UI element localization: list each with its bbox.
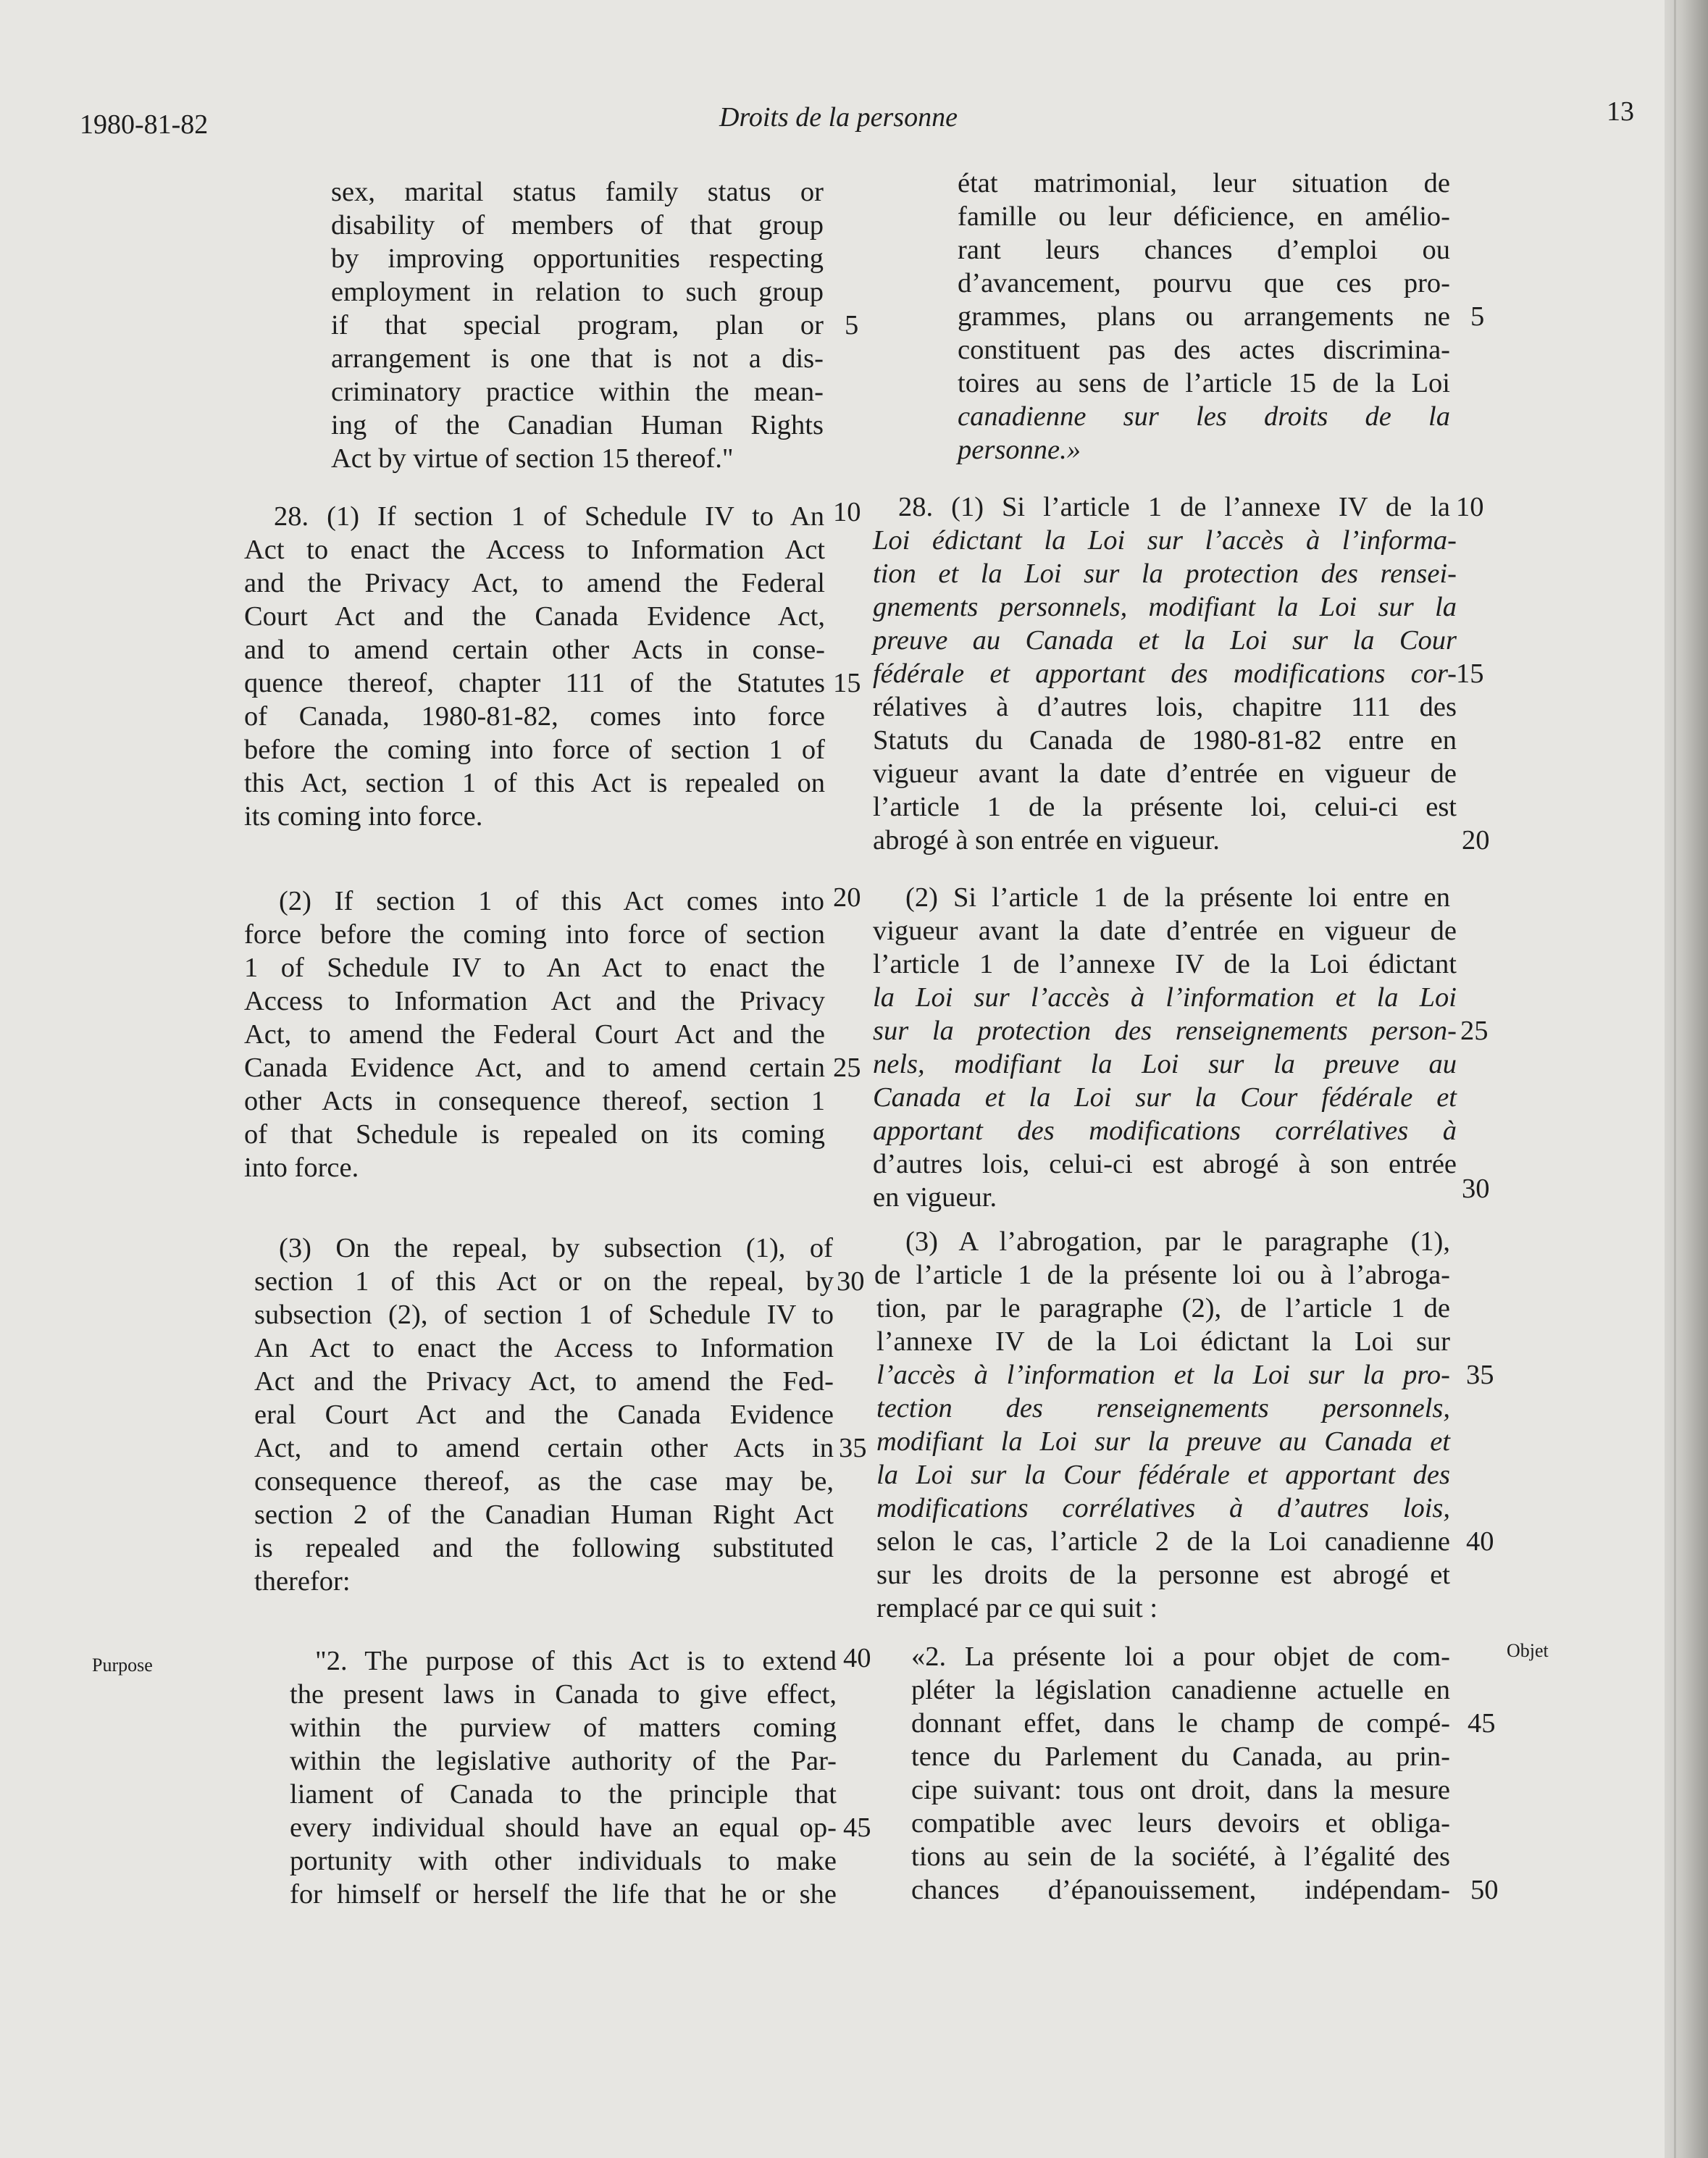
left-line: sex, marital status family status or (331, 177, 824, 207)
left-line: every individual should have an equal op- (290, 1812, 837, 1843)
left-line: employment in relation to such group (331, 277, 824, 307)
page-edge (1665, 0, 1708, 2158)
right-line: fédérale et apportant des modifications cor- (873, 658, 1457, 689)
right-line: vigueur avant la date d’entrée en vigueur de (873, 916, 1457, 946)
left-line: other Acts in consequence thereof, section 1 (244, 1086, 825, 1116)
right-line: compatible avec leurs devoirs et obliga- (911, 1808, 1450, 1839)
right-line: cipe suivant: tous ont droit, dans la mesure (911, 1775, 1450, 1805)
left-line: into force. (244, 1153, 359, 1183)
line-number: 20 (833, 882, 861, 913)
left-line: Act and the Privacy Act, to amend the Fed- (254, 1366, 834, 1397)
left-line: subsection (2), of section 1 of Schedule IV to (254, 1300, 834, 1330)
right-line: modifiant la Loi sur la preuve au Canada et (876, 1426, 1450, 1457)
bleed-through (72, 420, 78, 442)
right-line: apportant des modifications corrélatives à (873, 1116, 1457, 1146)
right-line: selon le cas, l’article 2 de la Loi canadienne (876, 1526, 1450, 1557)
margin-note-objet: Objet (1507, 1640, 1549, 1661)
right-line: Loi édictant la Loi sur l’accès à l’informa- (873, 525, 1457, 556)
right-line: de l’article 1 de la présente loi ou à l’abroga- (874, 1260, 1450, 1290)
right-line: sur les droits de la personne est abrogé et (876, 1560, 1450, 1590)
right-line: l’accès à l’information et la Loi sur la pro- (876, 1360, 1450, 1390)
right-line: grammes, plans ou arrangements ne (958, 301, 1450, 332)
left-line: ing of the Canadian Human Rights (331, 410, 824, 440)
left-line: and the Privacy Act, to amend the Federal (244, 568, 825, 598)
right-line: tection des renseignements personnels, (876, 1393, 1450, 1423)
left-line: Act, to amend the Federal Court Act and the (244, 1019, 825, 1050)
right-line: chances d’épanouissement, indépendam- (911, 1875, 1450, 1905)
right-line: vigueur avant la date d’entrée en vigueur de (873, 758, 1457, 789)
right-line: modifications corrélatives à d’autres lois, (876, 1493, 1450, 1523)
line-number: 35 (839, 1433, 867, 1463)
right-line: preuve au Canada et la Loi sur la Cour (873, 625, 1457, 656)
line-number: 5 (845, 310, 859, 340)
right-line: l’article 1 de la présente loi, celui-ci est (873, 792, 1457, 822)
line-number: 15 (833, 668, 861, 698)
line-number: 25 (1460, 1016, 1489, 1046)
line-number: 15 (1456, 658, 1484, 689)
right-line: tions au sein de la société, à l’égalité des (911, 1841, 1450, 1872)
line-number: 45 (843, 1812, 871, 1843)
left-line: Access to Information Act and the Privacy (244, 986, 825, 1016)
left-line: disability of members of that group (331, 210, 824, 241)
left-line: within the purview of matters coming (290, 1712, 837, 1743)
right-line: d’avancement, pourvu que ces pro- (958, 268, 1450, 298)
line-number: 35 (1466, 1360, 1494, 1390)
left-line: portunity with other individuals to make (290, 1846, 837, 1876)
left-line: quence thereof, chapter 111 of the Statutes (244, 668, 825, 698)
right-line: la Loi sur la Cour fédérale et apportant des (876, 1460, 1450, 1490)
left-line: Act, and to amend certain other Acts in (254, 1433, 834, 1463)
line-number: 45 (1468, 1708, 1496, 1739)
header-title: Droits de la personne (719, 102, 958, 133)
left-line: its coming into force. (244, 801, 483, 832)
line-number: 5 (1470, 301, 1485, 332)
left-line: liament of Canada to the principle that (290, 1779, 837, 1810)
left-line: therefor: (254, 1566, 351, 1597)
right-line: rélatives à d’autres lois, chapitre 111 des (873, 692, 1457, 722)
right-line: Canada et la Loi sur la Cour fédérale et (873, 1082, 1457, 1113)
right-line: tion, par le paragraphe (2), de l’article 1 de (876, 1293, 1450, 1323)
left-line: the present laws in Canada to give effect, (290, 1679, 837, 1710)
left-line: consequence thereof, as the case may be, (254, 1466, 834, 1497)
right-line: canadienne sur les droits de la (958, 401, 1450, 432)
left-line: "2. The purpose of this Act is to extend (315, 1646, 837, 1676)
left-line: section 2 of the Canadian Human Right Act (254, 1500, 834, 1530)
left-line: section 1 of this Act or on the repeal, by (254, 1266, 834, 1297)
right-line: pléter la législation canadienne actuelle en (911, 1675, 1450, 1705)
right-line: d’autres lois, celui-ci est abrogé à son entrée (873, 1149, 1457, 1179)
page-number: 13 (1607, 96, 1634, 127)
header-year: 1980-81-82 (80, 109, 209, 140)
left-line: of that Schedule is repealed on its coming (244, 1119, 825, 1150)
right-line: toires au sens de l’article 15 de la Loi (958, 368, 1450, 398)
left-line: arrangement is one that is not a dis- (331, 343, 824, 374)
line-number: 10 (1456, 492, 1484, 522)
left-line: 1 of Schedule IV to An Act to enact the (244, 953, 825, 983)
right-line: tion et la Loi sur la protection des rensei- (873, 559, 1457, 589)
margin-note-purpose: Purpose (92, 1655, 153, 1676)
line-number: 40 (843, 1643, 871, 1673)
right-line: donnant effet, dans le champ de compé- (911, 1708, 1450, 1739)
left-line: Act to enact the Access to Information Act (244, 535, 825, 565)
left-line: Canada Evidence Act, and to amend certain (244, 1053, 825, 1083)
line-number: 10 (833, 497, 861, 527)
right-line: Statuts du Canada de 1980-81-82 entre en (873, 725, 1457, 756)
left-line: by improving opportunities respecting (331, 243, 824, 274)
left-line: force before the coming into force of section (244, 919, 825, 950)
right-line: abrogé à son entrée en vigueur. (873, 825, 1220, 856)
right-line: sur la protection des renseignements person- (873, 1016, 1457, 1046)
left-line: eral Court Act and the Canada Evidence (254, 1400, 834, 1430)
right-line: constituent pas des actes discrimina- (958, 335, 1450, 365)
left-line: and to amend certain other Acts in conse- (244, 635, 825, 665)
right-line: la Loi sur l’accès à l’information et la Loi (873, 982, 1457, 1013)
right-line: gnements personnels, modifiant la Loi sur la (873, 592, 1457, 622)
left-line: criminatory practice within the mean- (331, 377, 824, 407)
line-number: 30 (1462, 1174, 1490, 1204)
right-line: «2. La présente loi a pour objet de com- (911, 1641, 1450, 1672)
right-line: (2) Si l’article 1 de la présente loi entre en (905, 882, 1450, 913)
left-line: for himself or herself the life that he or she (290, 1879, 837, 1910)
line-number: 40 (1466, 1526, 1494, 1557)
right-line: (3) A l’abrogation, par le paragraphe (1), (905, 1226, 1450, 1257)
left-line: of Canada, 1980-81-82, comes into force (244, 701, 825, 732)
right-line: état matrimonial, leur situation de (958, 168, 1450, 198)
left-line: within the legislative authority of the Par- (290, 1746, 837, 1776)
left-line: before the coming into force of section 1 of (244, 735, 825, 765)
left-line: if that special program, plan or (331, 310, 824, 340)
left-line: An Act to enact the Access to Information (254, 1333, 834, 1363)
right-line: l’annexe IV de la Loi édictant la Loi sur (876, 1326, 1450, 1357)
right-line: en vigueur. (873, 1182, 997, 1213)
left-line: is repealed and the following substituted (254, 1533, 834, 1563)
right-line: famille ou leur déficience, en amélio- (958, 201, 1450, 232)
right-line: nels, modifiant la Loi sur la preuve au (873, 1049, 1457, 1079)
right-line: 28. (1) Si l’article 1 de l’annexe IV de la (898, 492, 1450, 522)
right-line: rant leurs chances d’emploi ou (958, 235, 1450, 265)
left-line: (3) On the repeal, by subsection (1), of (279, 1233, 833, 1263)
line-number: 20 (1462, 825, 1490, 856)
left-line: Court Act and the Canada Evidence Act, (244, 601, 825, 632)
line-number: 50 (1470, 1875, 1499, 1905)
line-number: 30 (837, 1266, 865, 1297)
right-line: tence du Parlement du Canada, au prin- (911, 1741, 1450, 1772)
left-line: 28. (1) If section 1 of Schedule IV to An (274, 501, 824, 532)
left-line: this Act, section 1 of this Act is repealed on (244, 768, 825, 798)
line-number: 25 (833, 1053, 861, 1083)
left-line: (2) If section 1 of this Act comes into (279, 886, 824, 916)
right-line: personne.» (958, 435, 1081, 465)
left-line: Act by virtue of section 15 thereof." (331, 443, 734, 474)
page-edge-line (1674, 0, 1676, 2158)
right-line: remplacé par ce qui suit : (876, 1593, 1158, 1623)
right-line: l’article 1 de l’annexe IV de la Loi édictant (873, 949, 1457, 979)
